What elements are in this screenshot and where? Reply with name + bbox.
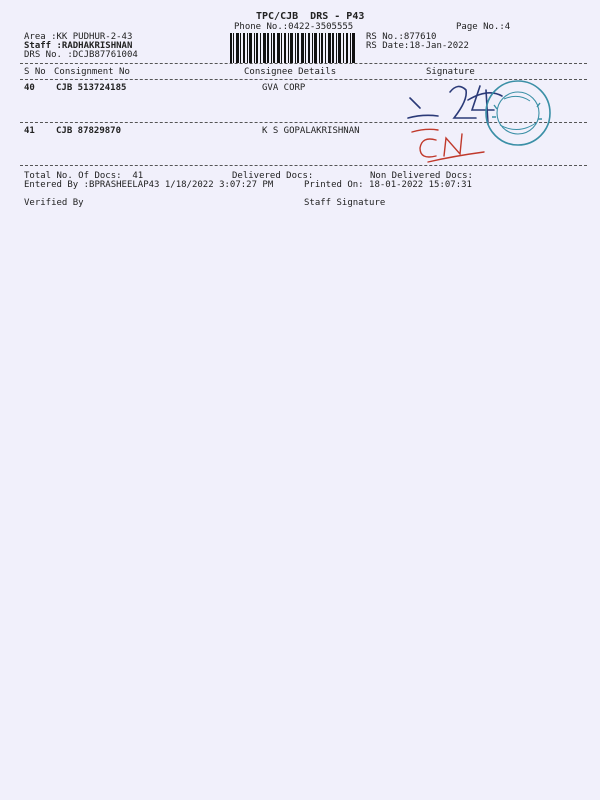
rs-date: RS Date:18-Jan-2022 bbox=[366, 41, 469, 51]
page-number: Page No.:4 bbox=[456, 22, 511, 32]
staff-label: Staff :RADHAKRISHNAN bbox=[24, 41, 133, 51]
col-header-consignee: Consignee Details bbox=[244, 67, 337, 77]
verified-by: Verified By bbox=[24, 198, 84, 208]
non-delivered-docs: Non Delivered Docs: bbox=[370, 171, 473, 181]
drs-number: DRS No. :DCJB87761004 bbox=[24, 50, 138, 60]
staff-signature: Staff Signature bbox=[304, 198, 386, 208]
printed-on: Printed On: 18-01-2022 15:07:31 bbox=[304, 180, 472, 190]
report-title: TPC/CJB DRS - P43 bbox=[256, 11, 365, 22]
barcode bbox=[230, 33, 355, 63]
delivered-docs: Delivered Docs: bbox=[232, 171, 314, 181]
total-docs: Total No. Of Docs: 41 bbox=[24, 171, 144, 181]
area-label: Area :KK PUDHUR-2-43 bbox=[24, 32, 133, 42]
col-header-signature: Signature bbox=[426, 67, 475, 77]
divider-bottom bbox=[20, 165, 587, 166]
col-header-sno: S No bbox=[24, 67, 46, 77]
entered-by: Entered By :BPRASHEELAP43 1/18/2022 3:07:27 PM bbox=[24, 180, 274, 190]
company-stamp bbox=[484, 79, 552, 147]
col-header-consignment: Consignment No bbox=[54, 67, 130, 77]
signature-row-41 bbox=[408, 126, 490, 166]
row-41-consignee: K S GOPALAKRISHNAN bbox=[262, 126, 360, 136]
row-41-sno: 41 bbox=[24, 126, 35, 136]
row-40-consignment: CJB 513724185 bbox=[56, 83, 127, 93]
row-41-consignment: CJB 87829870 bbox=[56, 126, 122, 136]
phone-number: Phone No.:0422-3505555 bbox=[234, 22, 354, 32]
divider-top bbox=[20, 63, 587, 64]
row-40-consignee: GVA CORP bbox=[262, 83, 306, 93]
row-40-sno: 40 bbox=[24, 83, 35, 93]
rs-number: RS No.:877610 bbox=[366, 32, 437, 42]
